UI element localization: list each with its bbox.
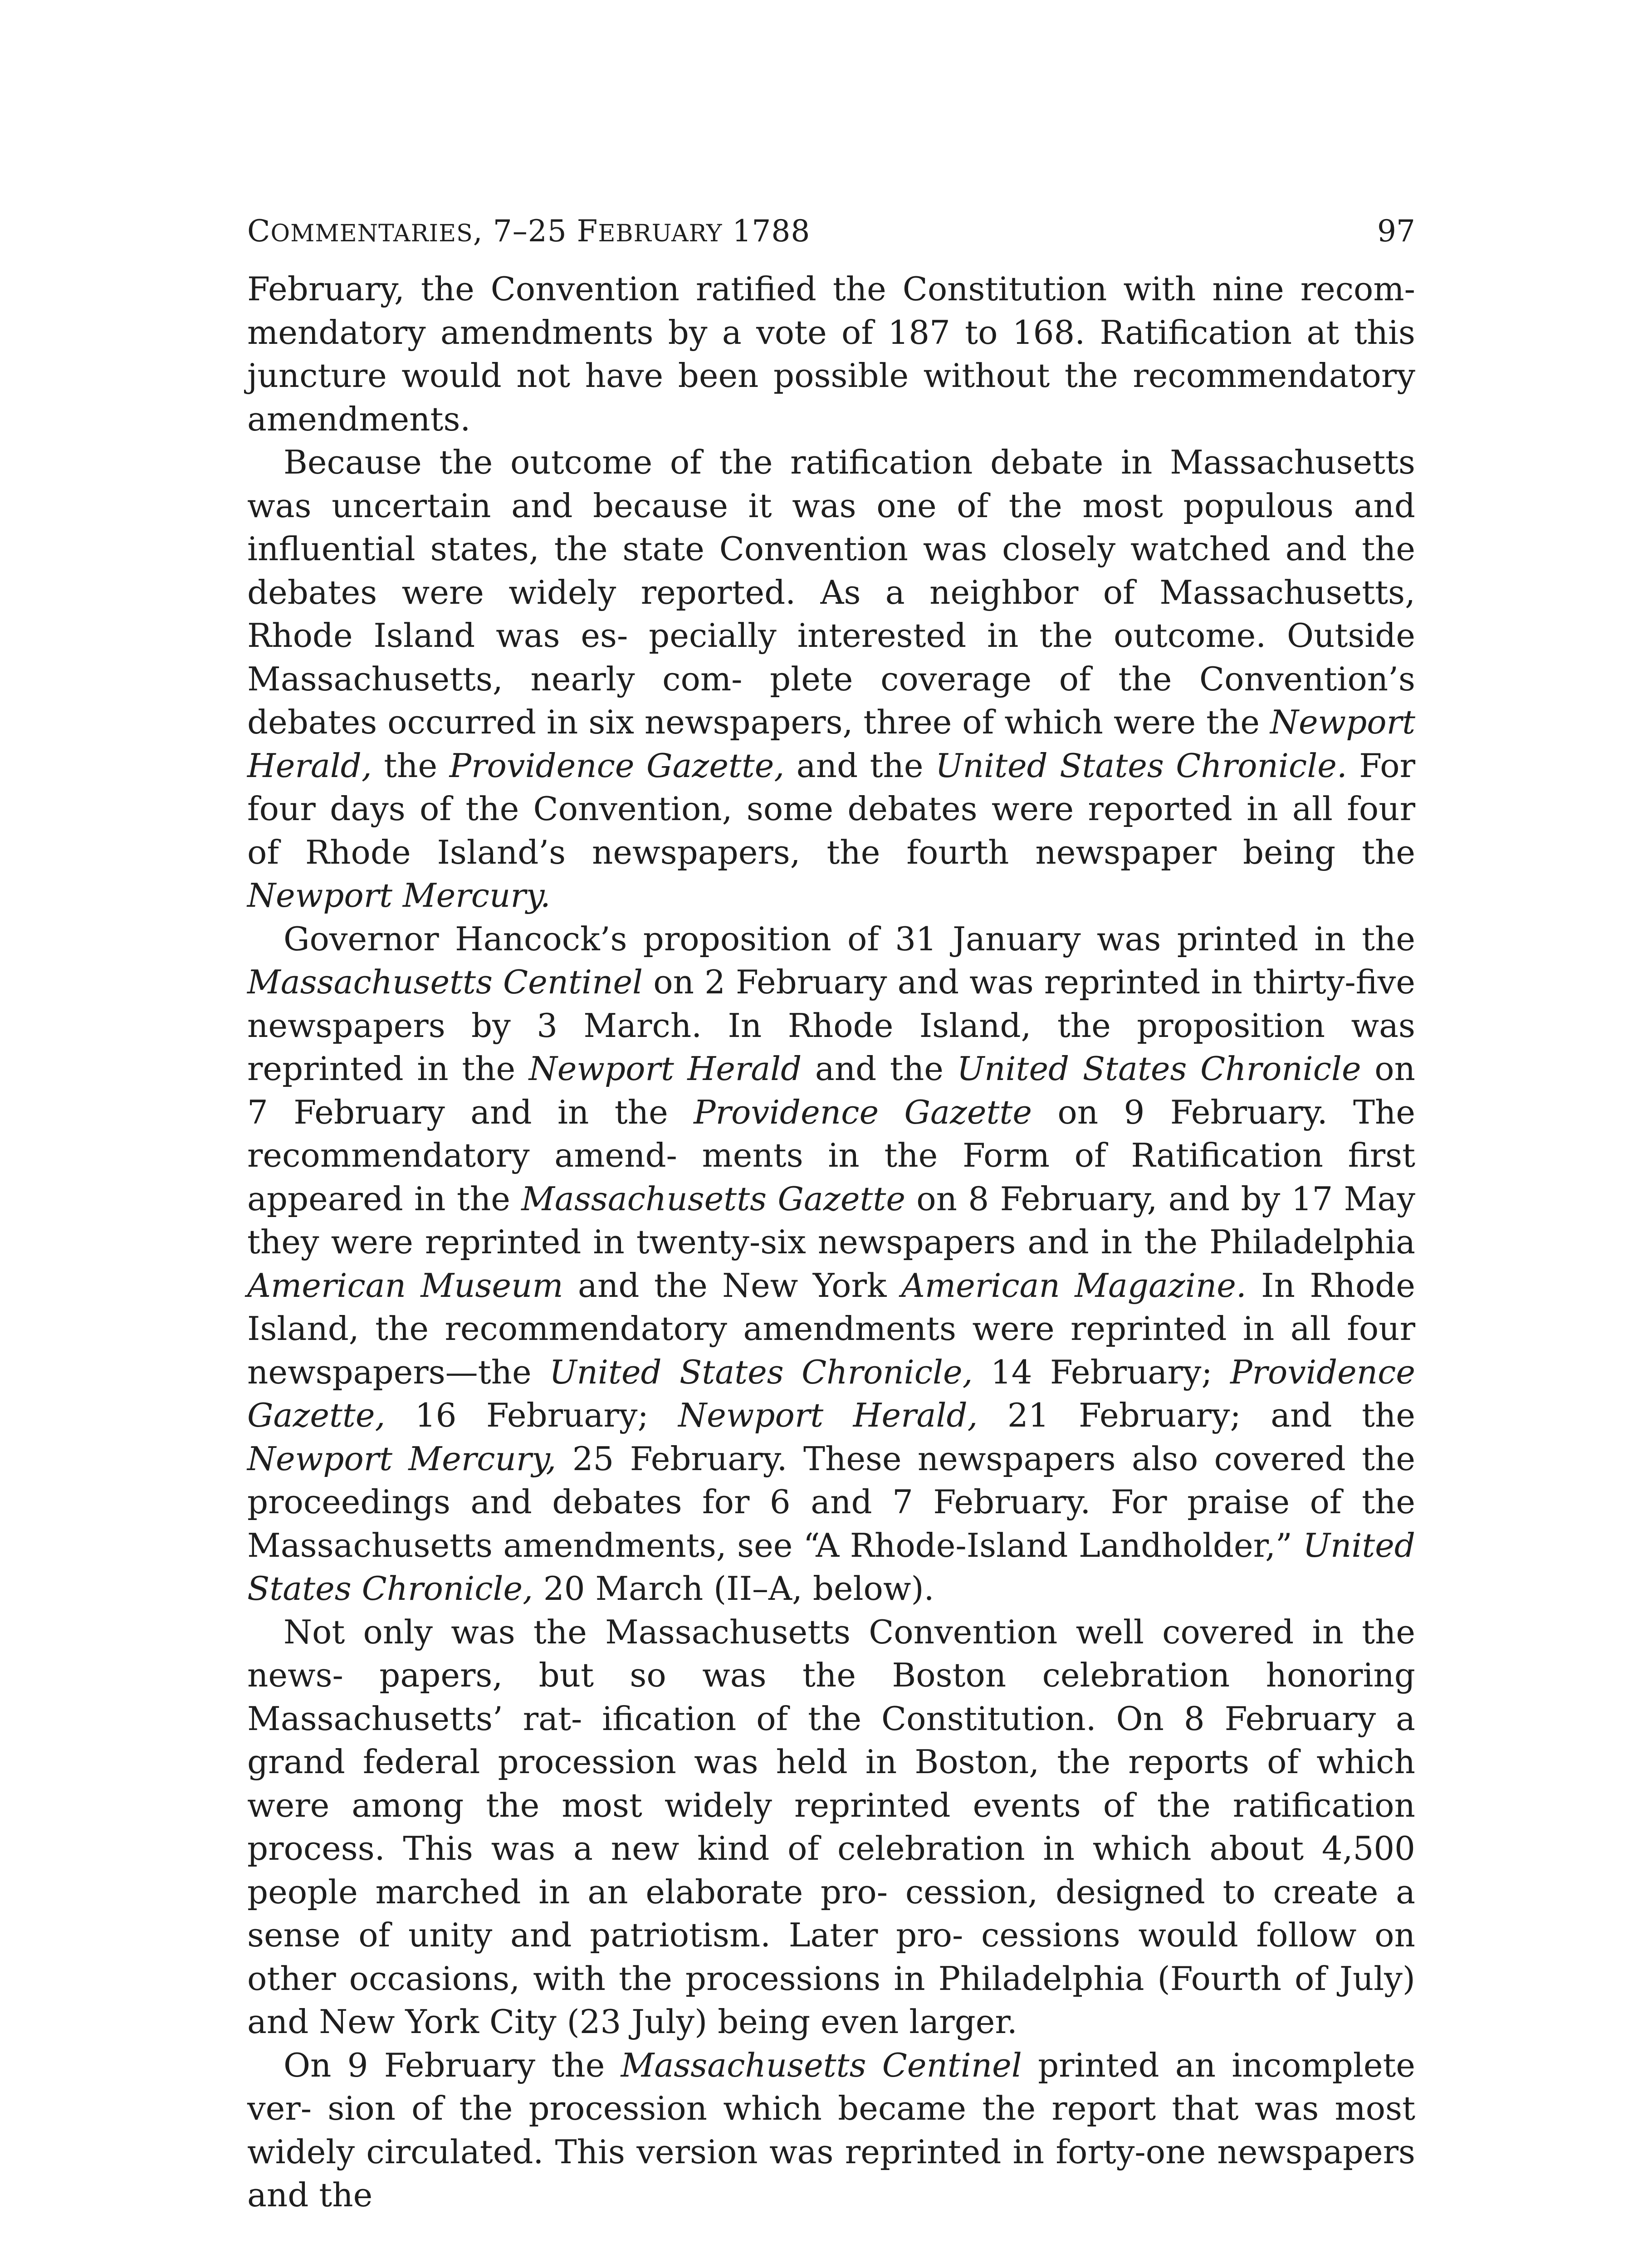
p3-italic-3: United States Chronicle <box>957 1050 1361 1088</box>
p3-text-12: 25 February. These newspapers also covered the proceedings and debates for 6 and 7 February. For praise of the Massachusetts amendments, see “A Rhode-Island Landholder,” <box>247 1439 1415 1564</box>
p3-text-9: 14 February; <box>973 1353 1231 1391</box>
p3-italic-7: American Magazine. <box>901 1266 1247 1305</box>
p3-text-11: 21 February; and the <box>978 1396 1415 1434</box>
p2-italic-3: United States Chronicle. <box>935 746 1347 785</box>
document-page <box>247 213 1415 2217</box>
p3-italic-4: Providence Gazette <box>694 1093 1032 1131</box>
p3-text-3: and the <box>802 1050 957 1088</box>
p3-text-2: on 2 February and was reprinted in thirty-five newspapers by 3 March. In Rhode Island, the proposition was reprinted in the <box>247 963 1416 1088</box>
page-number: 97 <box>1377 214 1415 249</box>
p3-text-10: 16 February; <box>385 1396 679 1434</box>
paragraph-3 <box>247 918 1415 1611</box>
p2-text-4: For four days of the Convention, some debates were reported in all four of Rhode Island’s newspapers, the fourth newspaper being the <box>247 746 1416 871</box>
p2-text-2: the <box>372 746 450 785</box>
p3-italic-5: Massachusetts Gazette <box>521 1179 905 1218</box>
p3-text-8: In Rhode Island, the recommendatory amendments were reprinted in all four newspapers—the <box>247 1266 1416 1391</box>
title-initial-f: F <box>577 214 598 249</box>
p2-text-3: and the <box>784 746 935 785</box>
title-smallcaps-ommentaries: OMMENTARIES <box>270 220 473 247</box>
p3-text-5: on 9 February. The recommendatory amend- ments in the Form of Ratification first appeared in the <box>247 1093 1416 1218</box>
p5-text-1: On 9 February the <box>284 2046 621 2084</box>
p3-text-6: on 8 February, and by 17 May they were reprinted in twenty-six newspapers and in the Philadelphia <box>247 1179 1415 1261</box>
p2-italic-1: Newport Herald, <box>247 703 1415 785</box>
p3-italic-1: Massachusetts Centinel <box>247 963 643 1001</box>
paragraph-1 <box>247 268 1415 441</box>
p3-text-7: and the New York <box>563 1266 901 1305</box>
p3-text-4: on 7 February and in the <box>247 1050 1415 1131</box>
running-head-title <box>247 213 810 252</box>
title-initial-c: C <box>247 214 271 249</box>
p3-italic-10: Newport Herald, <box>678 1396 978 1434</box>
p2-text-1: Because the outcome of the ratification debate in Massachusetts was uncertain and because it was one of the most populous and influential states, the state Convention was closely watched and the debates were widely reported. As a neighbor of Massachusetts, Rhode Island was es- pecially interested in the outcome. Outside Massachusetts, nearly com- plete coverage of the Convention’s debates occurred in six newspapers, three of which were the <box>247 443 1415 741</box>
paragraph-2 <box>247 441 1415 918</box>
p2-italic-2: Providence Gazette, <box>449 746 785 785</box>
p5-text-2: printed an incomplete ver- sion of the procession which became the report that was most widely circulated. This version was reprinted in forty-one newspapers and the <box>247 2046 1416 2214</box>
p3-text-13: 20 March (II–A, below). <box>533 1569 934 1608</box>
paragraph-4 <box>247 1611 1415 2044</box>
body-text <box>247 268 1415 2217</box>
title-dates: , 7–25 <box>473 214 577 249</box>
p2-italic-4: Newport Mercury. <box>247 876 551 914</box>
p3-italic-8: United States Chronicle, <box>549 1353 973 1391</box>
paragraph-1-text: February, the Convention ratified the Constitution with nine recom- mendatory amendments by a vote of 187 to 168. Ratification at this juncture would not have been possible without the recommendatory amendments. <box>247 270 1415 438</box>
title-year: 1788 <box>722 214 811 249</box>
p3-italic-2: Newport Herald <box>528 1050 802 1088</box>
title-smallcaps-ebruary: EBRUARY <box>598 220 723 247</box>
running-head <box>247 213 1415 268</box>
p5-italic-1: Massachusetts Centinel <box>621 2046 1022 2084</box>
paragraph-5 <box>247 2044 1415 2217</box>
p3-text-1: Governor Hancock’s proposition of 31 January was printed in the <box>284 919 1415 958</box>
p3-italic-9: Providence Gazette, <box>247 1353 1415 1434</box>
p3-italic-12: United States Chronicle, <box>247 1526 1415 1608</box>
p3-italic-6: American Museum <box>247 1266 563 1305</box>
p3-italic-11: Newport Mercury, <box>247 1439 557 1478</box>
paragraph-4-text: Not only was the Massachusetts Convention well covered in the news- papers, but so was the Boston celebration honoring Massachusetts’ rat- ification of the Constitution. On 8 February a grand federal procession was held in Boston, the reports of which were among the most widely reprinted events of the ratification process. This was a new kind of celebration in which about 4,500 people marched in an elaborate pro- cession, designed to create a sense of unity and patriotism. Later pro- cessions would follow on other occasions, with the processions in Philadelphia (Fourth of July) and New York City (23 July) being even larger. <box>247 1613 1415 2041</box>
